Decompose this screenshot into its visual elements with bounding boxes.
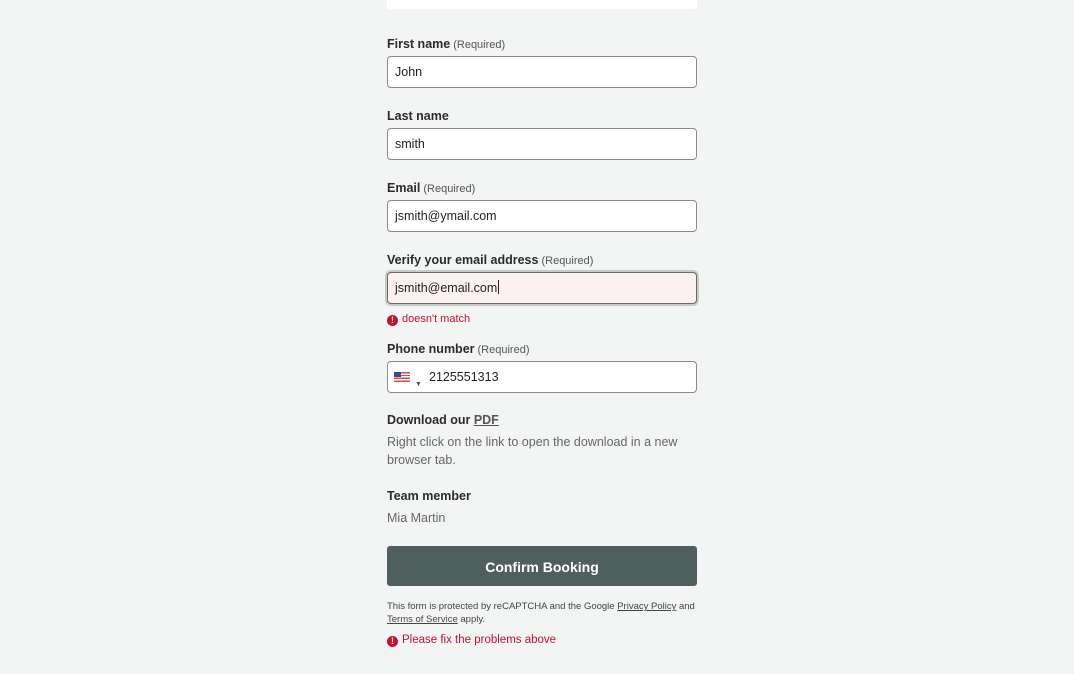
team-member-label: Team member (387, 489, 471, 503)
phone-input[interactable] (387, 361, 697, 393)
phone-value: 2125551313 (429, 370, 499, 384)
required-tag: (Required) (453, 39, 506, 51)
first-name-label: First name (387, 37, 451, 51)
error-icon: ! (387, 636, 398, 647)
error-icon: ! (387, 315, 398, 326)
privacy-policy-link[interactable]: Privacy Policy (617, 601, 677, 612)
last-name-field (387, 108, 697, 151)
required-tag: (Required) (477, 344, 530, 356)
verify-email-field (387, 252, 697, 325)
country-dropdown-caret-icon[interactable]: ▼ (415, 381, 422, 388)
last-name-input[interactable]: smith (387, 128, 697, 160)
verify-email-error-text: doesn't match (402, 313, 471, 325)
team-member-value: Mia Martin (387, 511, 446, 525)
form-error-text: Please fix the problems above (402, 634, 557, 646)
download-help-text: Right click on the link to open the download in a new browser tab. (387, 435, 678, 467)
verify-email-value: jsmith@email.com (395, 281, 498, 295)
verify-email-label: Verify your email address (387, 253, 539, 267)
previous-card (387, 0, 697, 9)
verify-email-input[interactable] (387, 272, 697, 304)
text-caret (498, 280, 499, 294)
first-name-field (387, 36, 697, 79)
recaptcha-notice: This form is protected by reCAPTCHA and the Google Privacy Policy and Terms of Service apply. (387, 601, 695, 625)
first-name-input[interactable]: John (387, 56, 697, 88)
phone-field (387, 341, 697, 388)
required-tag: (Required) (423, 183, 476, 195)
form-error (387, 633, 556, 647)
email-field (387, 180, 697, 223)
required-tag: (Required) (541, 255, 594, 267)
terms-of-service-link[interactable]: Terms of Service (387, 614, 458, 625)
verify-email-error (387, 312, 470, 326)
confirm-booking-button[interactable]: Confirm Booking (387, 546, 697, 586)
email-input[interactable]: jsmith@ymail.com (387, 200, 697, 232)
phone-label: Phone number (387, 342, 475, 356)
last-name-label: Last name (387, 109, 449, 123)
email-label: Email (387, 181, 421, 195)
download-heading: Download our PDF (387, 413, 499, 427)
us-flag-icon[interactable] (394, 372, 410, 382)
pdf-link[interactable]: PDF (473, 413, 499, 427)
